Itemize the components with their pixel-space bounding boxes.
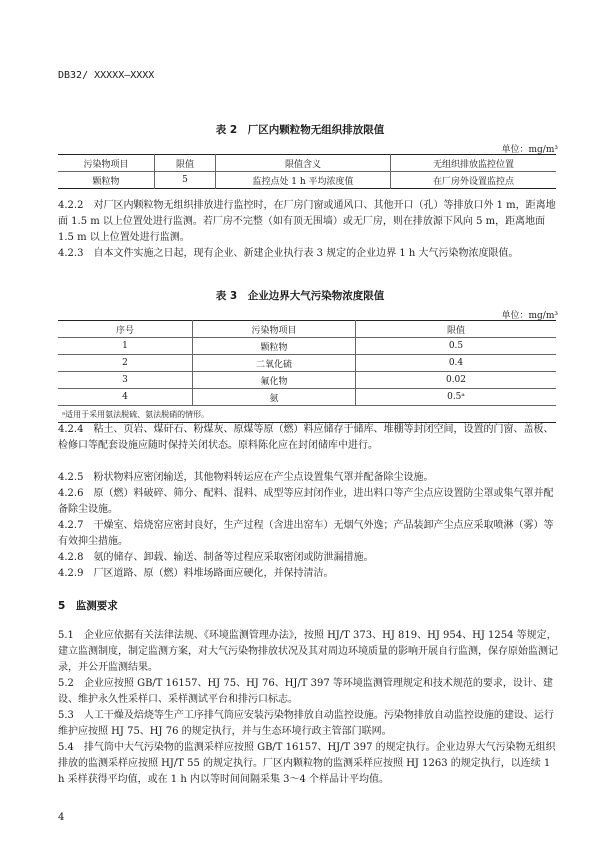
table3-cell: 0.4 bbox=[356, 355, 557, 372]
clause-4-2-3: 4.2.3 自本文件实施之日起，现有企业、新建企业执行表 3 规定的企业边界 1 h 大气污染物浓度限值。 bbox=[58, 248, 519, 259]
table-row bbox=[58, 355, 556, 372]
clause-5-2: 5.2 企业应按照 GB/T 16157、HJ 75、HJ 76、HJ/T 397 等环境监测管理规定和技术规范的要求，设计、建设、维护永久性采样口、采样测试平台和排污口标志。 bbox=[58, 678, 553, 705]
clause-4-2-6: 4.2.6 原（燃）料破碎、筛分、配料、混料、成型等应封闭作业，进出料口等产尘点应设置防尘罩或集气罩并配备除尘设施。 bbox=[58, 488, 554, 515]
table2-header-cell: 污染物项目 bbox=[58, 155, 155, 172]
table2-header-cell: 无组织排放监控位置 bbox=[391, 155, 557, 172]
table2-unit: 单位：mg/m³ bbox=[501, 145, 558, 155]
section-5-heading: 5 监测要求 bbox=[58, 600, 118, 612]
table2-caption: 表 2 厂区内颗粒物无组织排放限值 bbox=[215, 124, 385, 136]
table3-cell: 0.02 bbox=[356, 372, 557, 389]
table-row bbox=[58, 338, 556, 355]
clause-4-2-4: 4.2.4 粘土、页岩、煤矸石、粉煤灰、原煤等原（燃）料应储存于储库、堆棚等封闭空间，设置的门窗、盖板、检修口等配套设施应随时保持关闭状态。原料陈化应在封闭储库中进行。 bbox=[58, 424, 554, 451]
table2-header-cell: 限值 bbox=[155, 155, 216, 172]
table2-header-row bbox=[58, 155, 556, 172]
table3-cell: 二氧化硫 bbox=[193, 355, 356, 372]
table2-cell: 监控点处 1 h 平均浓度值 bbox=[216, 172, 391, 189]
table-row bbox=[58, 172, 556, 189]
clause-5-1: 5.1 企业应依据有关法律法规、《环境监测管理办法》，按照 HJ/T 373、HJ 819、HJ 954、HJ 1254 等规定，建立监测制度，制定监测方案，对大气污染物排放状况及其对周边环境质量的影响开展自行监测，保存原始监测记录，并公开监测结果。 bbox=[58, 630, 558, 673]
table3-cell: 0.5ᵃ bbox=[356, 389, 557, 406]
table3-header-cell: 序号 bbox=[58, 321, 193, 338]
clause-4-2-9: 4.2.9 厂区道路、原（燃）料堆场路面应硬化，并保持清洁。 bbox=[58, 568, 334, 579]
clause-4-2-2: 4.2.2 对厂区内颗粒物无组织排放进行监控时，在厂房门窗或通风口、其他开口（孔）等排放口外 1 m，距离地面 1.5 m 以上位置处进行监测。若厂房不完整（如有顶无围墙）或无厂房，则在排放源下风向 5 m，距离地面 1.5 m 以上位置处进行监测。 bbox=[58, 200, 556, 243]
table3-cell: 氟化物 bbox=[193, 372, 356, 389]
clause-4-2-8: 4.2.8 氨的储存、卸载、输送、制备等过程应采取密闭或防泄漏措施。 bbox=[58, 552, 374, 563]
table2-cell: 颗粒物 bbox=[58, 172, 155, 189]
table3-cell: 3 bbox=[58, 372, 193, 389]
clause-5-4: 5.4 排气筒中大气污染物的监测采样应按照 GB/T 16157、HJ/T 397 的规定执行。企业边界大气污染物无组织排放的监测采样应按照 HJ/T 55 的规定执行。厂区内颗粒物的监测采样应按照 HJ 1263 的规定执行，以连续 1 h 采样获得平均值，或在 1 h 内以等时间间隔采集 3～4 个样品计平均值。 bbox=[58, 742, 556, 785]
table3-footnote: ᵃ适用于采用氨法脱硫、氨法脱硝的情形。 bbox=[58, 406, 556, 423]
table3-cell: 氨 bbox=[193, 389, 356, 406]
table3 bbox=[58, 320, 556, 423]
page-number: 4 bbox=[58, 812, 65, 823]
table3-cell: 2 bbox=[58, 355, 193, 372]
table3-note-row bbox=[58, 406, 556, 423]
table3-caption: 表 3 企业边界大气污染物浓度限值 bbox=[215, 290, 385, 302]
clause-4-2-7: 4.2.7 干燥室、焙烧窑应密封良好，生产过程（含进出窑车）无烟气外逸；产品装卸产尘点应采取喷淋（雾）等有效抑尘措施。 bbox=[58, 520, 554, 547]
table3-header-row bbox=[58, 321, 556, 338]
table3-unit: 单位：mg/m³ bbox=[501, 311, 558, 321]
table3-header-cell: 限值 bbox=[356, 321, 557, 338]
clause-5-3: 5.3 人工干燥及焙烧等生产工序排气筒应安装污染物排放自动监控设施。污染物排放自动监控设施的建设、运行维护应按照 HJ 75、HJ 76 的规定执行，并与生态环境行政主管部门联网。 bbox=[58, 710, 554, 737]
document-id: DB32/ XXXXX—XXXX bbox=[58, 70, 155, 81]
table3-cell: 4 bbox=[58, 389, 193, 406]
table2-cell: 在厂房外设置监控点 bbox=[391, 172, 557, 189]
table3-header-cell: 污染物项目 bbox=[193, 321, 356, 338]
table-row bbox=[58, 372, 556, 389]
table3-cell: 0.5 bbox=[356, 338, 557, 355]
table2-cell: 5 bbox=[155, 172, 216, 189]
table2 bbox=[58, 154, 556, 189]
table3-cell: 1 bbox=[58, 338, 193, 355]
table2-header-cell: 限值含义 bbox=[216, 155, 391, 172]
table-row bbox=[58, 389, 556, 406]
clause-4-2-5: 4.2.5 粉状物料应密闭输送，其他物料转运应在产尘点设置集气罩并配备除尘设施。 bbox=[58, 472, 434, 483]
table3-cell: 颗粒物 bbox=[193, 338, 356, 355]
